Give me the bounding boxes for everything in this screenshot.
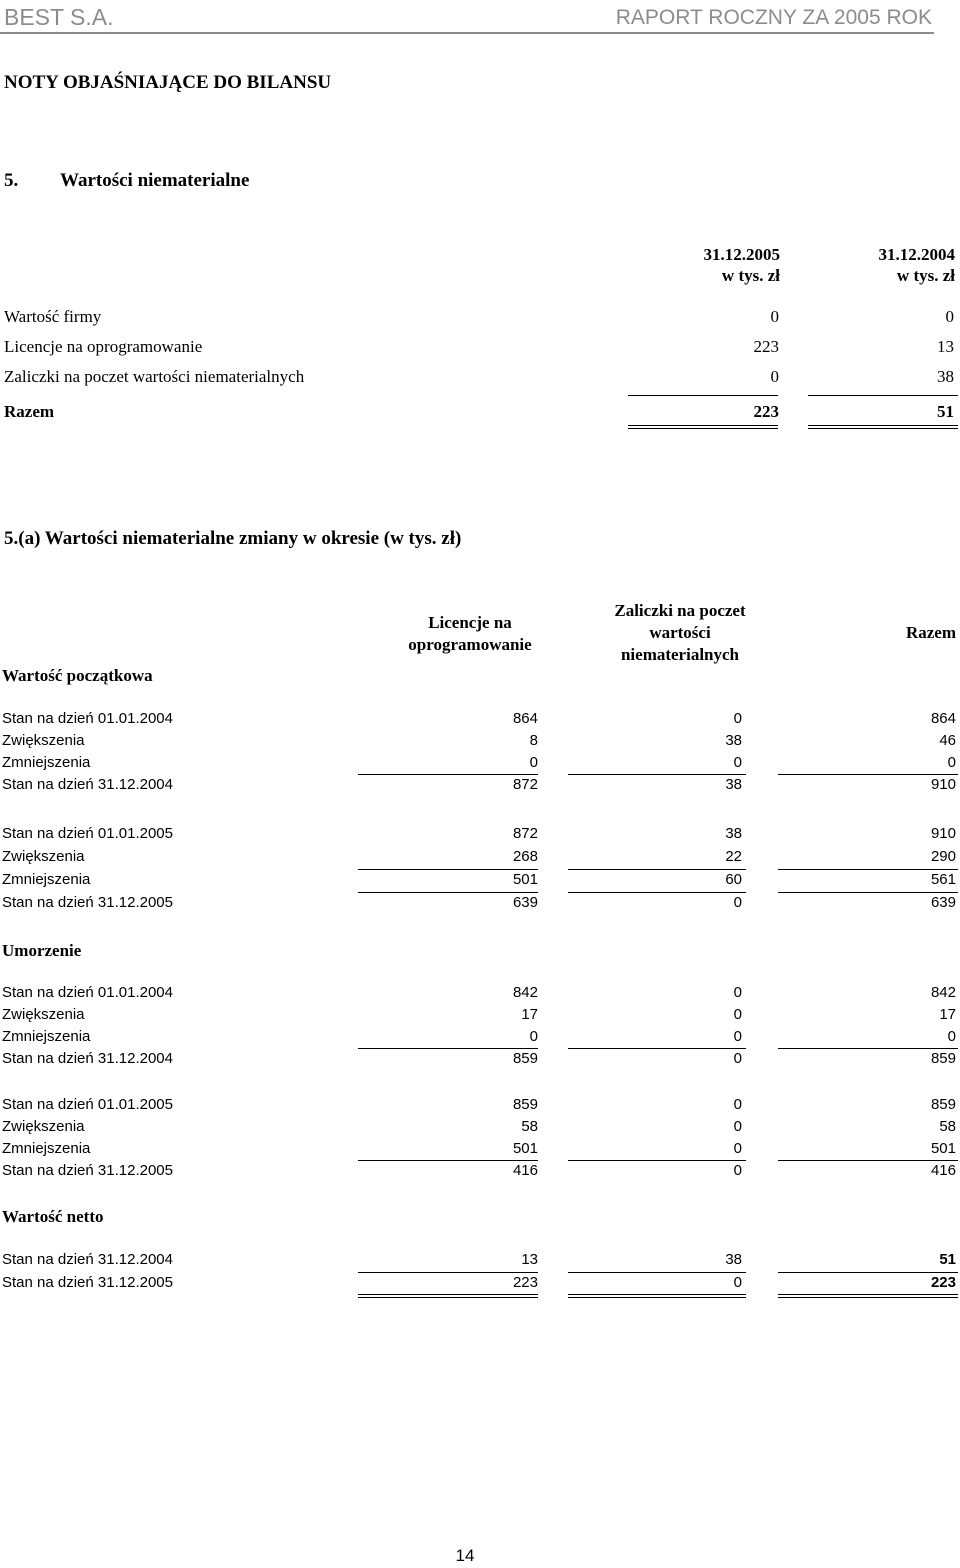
value-zaliczki: 0 — [733, 894, 742, 911]
subtotal-rule — [808, 395, 958, 396]
value-razem: 17 — [939, 1006, 956, 1023]
row-label: Stan na dzień 01.01.2005 — [2, 825, 173, 842]
total-double-rule — [808, 425, 958, 429]
value-razem: 223 — [930, 1274, 956, 1291]
row-label: Zmniejszenia — [2, 1028, 91, 1045]
subtotal-rule — [778, 1048, 958, 1049]
table-row — [2, 984, 956, 1004]
column-header-line: niematerialnych — [620, 645, 740, 664]
value-zaliczki: 38 — [725, 1251, 742, 1268]
value-razem: 842 — [930, 984, 956, 1001]
value-licencje: 268 — [512, 848, 538, 865]
column-header-zaliczki — [590, 600, 770, 666]
section-title: NOTY OBJAŚNIAJĄCE DO BILANSU — [4, 72, 332, 93]
value-zaliczki: 0 — [733, 1140, 742, 1157]
value-razem: 639 — [930, 894, 956, 911]
value-zaliczki: 22 — [725, 848, 742, 865]
value-zaliczki: 38 — [725, 776, 742, 793]
value-licencje: 223 — [512, 1274, 538, 1291]
row-label: Stan na dzień 01.01.2005 — [2, 1096, 173, 1113]
row-label: Stan na dzień 31.12.2005 — [2, 1162, 173, 1179]
value-licencje: 0 — [529, 754, 538, 771]
value-zaliczki: 0 — [733, 1118, 742, 1135]
total-row — [4, 402, 954, 424]
note-5-number: 5. — [4, 170, 19, 191]
total-double-rule — [628, 425, 778, 429]
value-zaliczki: 38 — [725, 825, 742, 842]
column-header-2004 — [775, 244, 955, 286]
column-unit-2004: w tys. zł — [896, 266, 955, 285]
value-razem: 501 — [930, 1140, 956, 1157]
subtotal-rule — [778, 869, 958, 870]
column-date-2005: 31.12.2005 — [703, 245, 780, 264]
value-zaliczki: 0 — [733, 1028, 742, 1045]
value-zaliczki: 0 — [733, 984, 742, 1001]
value-razem: 0 — [947, 1028, 956, 1045]
value-razem: 859 — [930, 1096, 956, 1113]
value-2004: 51 — [937, 402, 954, 421]
value-razem: 46 — [939, 732, 956, 749]
subtotal-rule — [628, 395, 778, 396]
subtotal-rule — [358, 1160, 538, 1161]
row-label: Licencje na oprogramowanie — [4, 337, 203, 356]
value-razem: 0 — [947, 754, 956, 771]
value-licencje: 864 — [512, 710, 538, 727]
row-label: Zaliczki na poczet wartości niematerialnych — [4, 367, 305, 386]
value-zaliczki: 0 — [733, 1162, 742, 1179]
subtotal-rule — [568, 1048, 746, 1049]
value-zaliczki: 0 — [733, 1006, 742, 1023]
column-header-2005 — [600, 244, 780, 286]
value-razem: 910 — [930, 825, 956, 842]
value-licencje: 58 — [521, 1118, 538, 1135]
row-label: Zmniejszenia — [2, 754, 91, 771]
subtotal-rule — [568, 774, 746, 775]
row-label: Stan na dzień 31.12.2005 — [2, 894, 173, 911]
table-row — [2, 754, 956, 774]
row-label: Stan na dzień 31.12.2004 — [2, 1251, 173, 1268]
value-licencje: 501 — [512, 1140, 538, 1157]
value-licencje: 872 — [512, 776, 538, 793]
amortization-label: Umorzenie — [2, 941, 82, 960]
subtotal-rule — [358, 869, 538, 870]
value-licencje: 842 — [512, 984, 538, 1001]
table-row — [2, 894, 956, 914]
subtotal-rule — [778, 892, 958, 893]
row-label: Zmniejszenia — [2, 871, 91, 888]
note-5a-title: 5.(a) Wartości niematerialne zmiany w okresie (w tys. zł) — [4, 528, 462, 549]
row-label: Stan na dzień 01.01.2004 — [2, 710, 173, 727]
value-razem: 416 — [930, 1162, 956, 1179]
row-label: Zwiększenia — [2, 848, 85, 865]
subtotal-rule — [778, 1272, 958, 1273]
value-zaliczki: 0 — [733, 710, 742, 727]
value-licencje: 639 — [512, 894, 538, 911]
value-2004: 13 — [937, 337, 954, 356]
value-2005: 0 — [770, 367, 779, 386]
subtotal-rule — [778, 774, 958, 775]
column-header-line: wartości — [649, 623, 711, 642]
value-licencje: 872 — [512, 825, 538, 842]
table-row — [2, 1006, 956, 1026]
value-zaliczki: 0 — [733, 1096, 742, 1113]
table-row — [2, 1274, 956, 1294]
column-unit-2005: w tys. zł — [721, 266, 780, 285]
column-header-razem: Razem — [905, 623, 956, 642]
row-label: Stan na dzień 31.12.2004 — [2, 776, 173, 793]
table-row — [2, 1162, 956, 1182]
row-label: Wartość firmy — [4, 307, 102, 326]
table-row — [2, 732, 956, 752]
table-row — [2, 871, 956, 891]
row-label: Zwiększenia — [2, 1118, 85, 1135]
table-row — [4, 367, 954, 389]
table-row — [2, 776, 956, 796]
value-licencje: 8 — [529, 732, 538, 749]
value-2004: 38 — [937, 367, 954, 386]
total-double-rule — [358, 1294, 538, 1298]
value-zaliczki: 0 — [733, 754, 742, 771]
value-licencje: 0 — [529, 1028, 538, 1045]
value-zaliczki: 0 — [733, 1274, 742, 1291]
note-5-title: Wartości niematerialne — [60, 170, 250, 191]
subtotal-rule — [358, 892, 538, 893]
row-label: Zmniejszenia — [2, 1140, 91, 1157]
table-row — [2, 710, 956, 730]
table-row — [2, 1251, 956, 1271]
table-row — [2, 1050, 956, 1070]
total-double-rule — [778, 1294, 958, 1298]
note-5-heading — [4, 170, 249, 192]
table-row — [2, 1140, 956, 1160]
subtotal-rule — [358, 1048, 538, 1049]
value-zaliczki: 0 — [733, 1050, 742, 1067]
value-2005: 0 — [770, 307, 779, 326]
value-razem: 290 — [930, 848, 956, 865]
value-zaliczki: 60 — [725, 871, 742, 888]
row-label: Stan na dzień 31.12.2004 — [2, 1050, 173, 1067]
table-row — [2, 848, 956, 868]
value-razem: 51 — [939, 1251, 956, 1268]
table-row — [2, 825, 956, 845]
value-razem: 561 — [930, 871, 956, 888]
value-razem: 58 — [939, 1118, 956, 1135]
value-zaliczki: 38 — [725, 732, 742, 749]
column-date-2004: 31.12.2004 — [878, 245, 955, 264]
subtotal-rule — [568, 869, 746, 870]
subtotal-rule — [568, 1160, 746, 1161]
subtotal-rule — [358, 774, 538, 775]
value-razem: 910 — [930, 776, 956, 793]
value-licencje: 416 — [512, 1162, 538, 1179]
table-row — [2, 1118, 956, 1138]
value-razem: 859 — [930, 1050, 956, 1067]
row-label: Zwiększenia — [2, 732, 85, 749]
row-label: Razem — [4, 402, 55, 421]
value-2005: 223 — [753, 402, 779, 421]
table-row — [2, 1028, 956, 1048]
total-double-rule — [568, 1294, 746, 1298]
subtotal-rule — [568, 1272, 746, 1273]
row-label: Stan na dzień 01.01.2004 — [2, 984, 173, 1001]
column-header-line: oprogramowanie — [408, 635, 532, 654]
value-licencje: 13 — [521, 1251, 538, 1268]
header-divider — [0, 32, 934, 34]
column-header-line: Licencje na — [428, 613, 512, 632]
net-value-label: Wartość netto — [2, 1207, 104, 1226]
column-header-licencje — [390, 612, 550, 656]
report-title: RAPORT ROCZNY ZA 2005 ROK — [615, 6, 932, 29]
subtotal-rule — [568, 892, 746, 893]
subtotal-rule — [778, 1160, 958, 1161]
value-2004: 0 — [945, 307, 954, 326]
value-licencje: 859 — [512, 1096, 538, 1113]
value-licencje: 17 — [521, 1006, 538, 1023]
table-row — [4, 307, 954, 329]
company-name: BEST S.A. — [4, 4, 114, 30]
value-licencje: 859 — [512, 1050, 538, 1067]
table-row — [2, 1096, 956, 1116]
table-row — [4, 337, 954, 359]
value-razem: 864 — [930, 710, 956, 727]
value-licencje: 501 — [512, 871, 538, 888]
column-header-line: Zaliczki na poczet — [614, 601, 746, 620]
gross-value-label: Wartość początkowa — [2, 666, 153, 685]
page-number: 14 — [455, 1546, 475, 1565]
subtotal-rule — [358, 1272, 538, 1273]
row-label: Stan na dzień 31.12.2005 — [2, 1274, 173, 1291]
row-label: Zwiększenia — [2, 1006, 85, 1023]
value-2005: 223 — [753, 337, 779, 356]
